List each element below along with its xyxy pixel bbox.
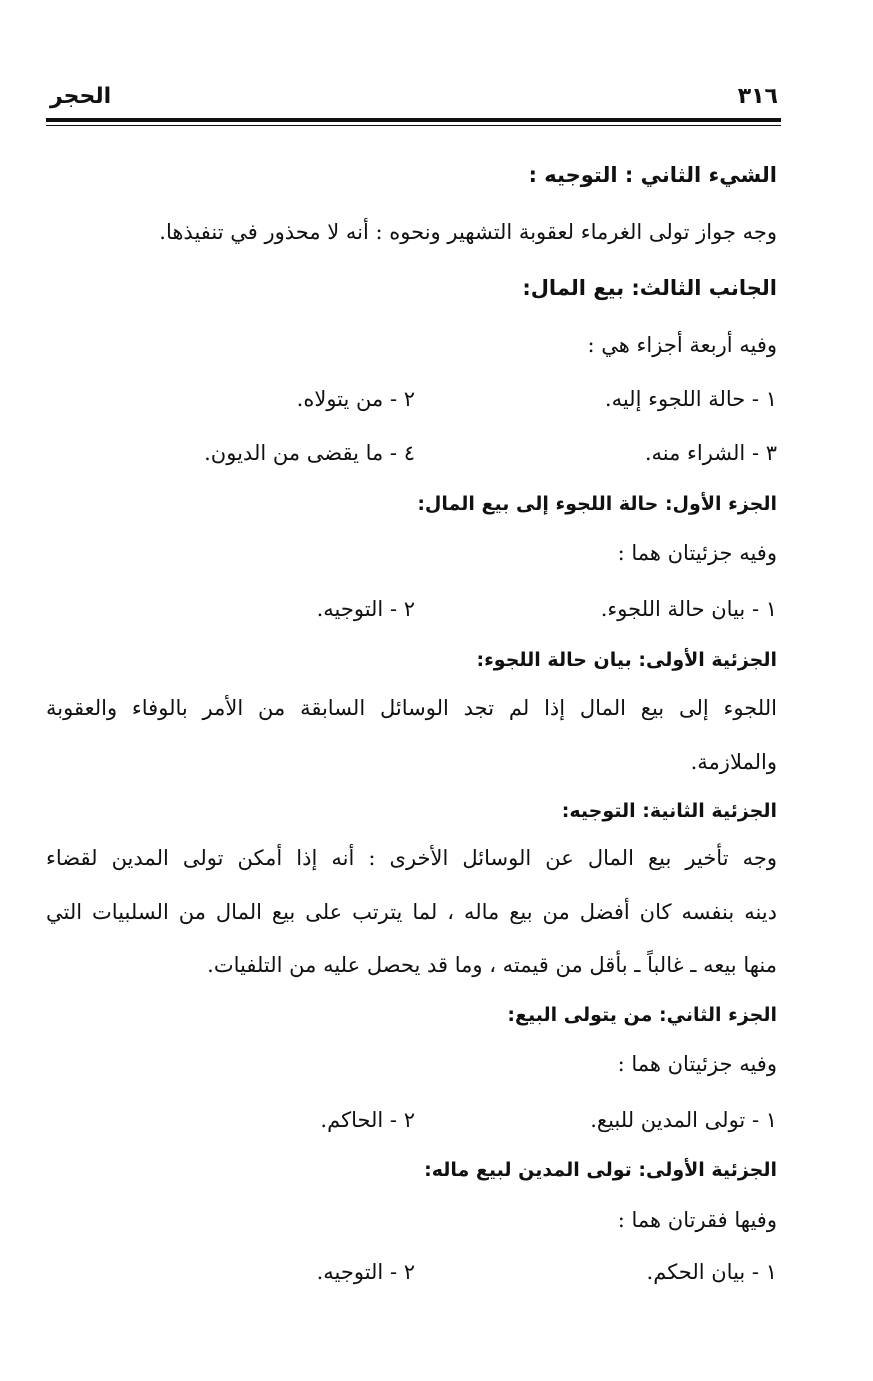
paragraph-line: منها بيعه ـ غالباً ـ بأقل من قيمته ، وما قد يحصل عليه من التلفيات. (207, 953, 777, 977)
paragraph-line: والملازمة. (690, 750, 777, 774)
paragraph-line: دينه بنفسه كان أفضل من بيع ماله ، لما يترتب على بيع المال من السلبيات التي (46, 900, 777, 924)
running-header (50, 84, 778, 114)
list-item: ١ - بيان الحكم. (646, 1260, 777, 1284)
list-item: ١ - حالة اللجوء إليه. (604, 387, 777, 411)
page-number: ٣١٦ (737, 84, 778, 109)
paragraph-line: وفيه أربعة أجزاء هي : (587, 333, 777, 357)
heading-subpart-one: الجزئية الأولى: بيان حالة اللجوء: (476, 649, 777, 671)
paragraph-line: وفيها فقرتان هما : (617, 1208, 777, 1232)
list-item: ٣ - الشراء منه. (644, 441, 777, 465)
paragraph-line: وفيه جزئيتان هما : (617, 541, 777, 565)
heading-part-two: الجزء الثاني: من يتولى البيع: (507, 1004, 777, 1026)
heading-part-one: الجزء الأول: حالة اللجوء إلى بيع المال: (417, 493, 777, 515)
paragraph-line: وجه تأخير بيع المال عن الوسائل الأخرى : أنه إذا أمكن تولى المدين لقضاء (46, 846, 777, 870)
paragraph-line: وجه جواز تولى الغرماء لعقوبة التشهير ونحوه : أنه لا محذور في تنفيذها. (159, 220, 777, 244)
list-item: ٢ - الحاكم. (320, 1108, 415, 1132)
header-rule-thin (46, 125, 781, 126)
paragraph-line: اللجوء إلى بيع المال إذا لم تجد الوسائل السابقة من الأمر بالوفاء والعقوبة (46, 696, 777, 720)
heading-second-thing: الشيء الثاني : التوجيه : (528, 163, 777, 187)
running-title: الحجر (50, 84, 112, 109)
list-item: ٤ - ما يقضى من الديون. (204, 441, 415, 465)
paragraph-line: وفيه جزئيتان هما : (617, 1052, 777, 1076)
list-item: ٢ - من يتولاه. (296, 387, 415, 411)
heading-subpart-one-b: الجزئية الأولى: تولى المدين لبيع ماله: (424, 1159, 777, 1181)
list-item: ٢ - التوجيه. (316, 597, 415, 621)
list-item: ١ - بيان حالة اللجوء. (600, 597, 777, 621)
heading-third-aspect: الجانب الثالث: بيع المال: (522, 276, 777, 300)
header-rule-thick (46, 118, 781, 122)
list-item: ٢ - التوجيه. (316, 1260, 415, 1284)
heading-subpart-two: الجزئية الثانية: التوجيه: (561, 800, 777, 822)
list-item: ١ - تولى المدين للبيع. (590, 1108, 777, 1132)
